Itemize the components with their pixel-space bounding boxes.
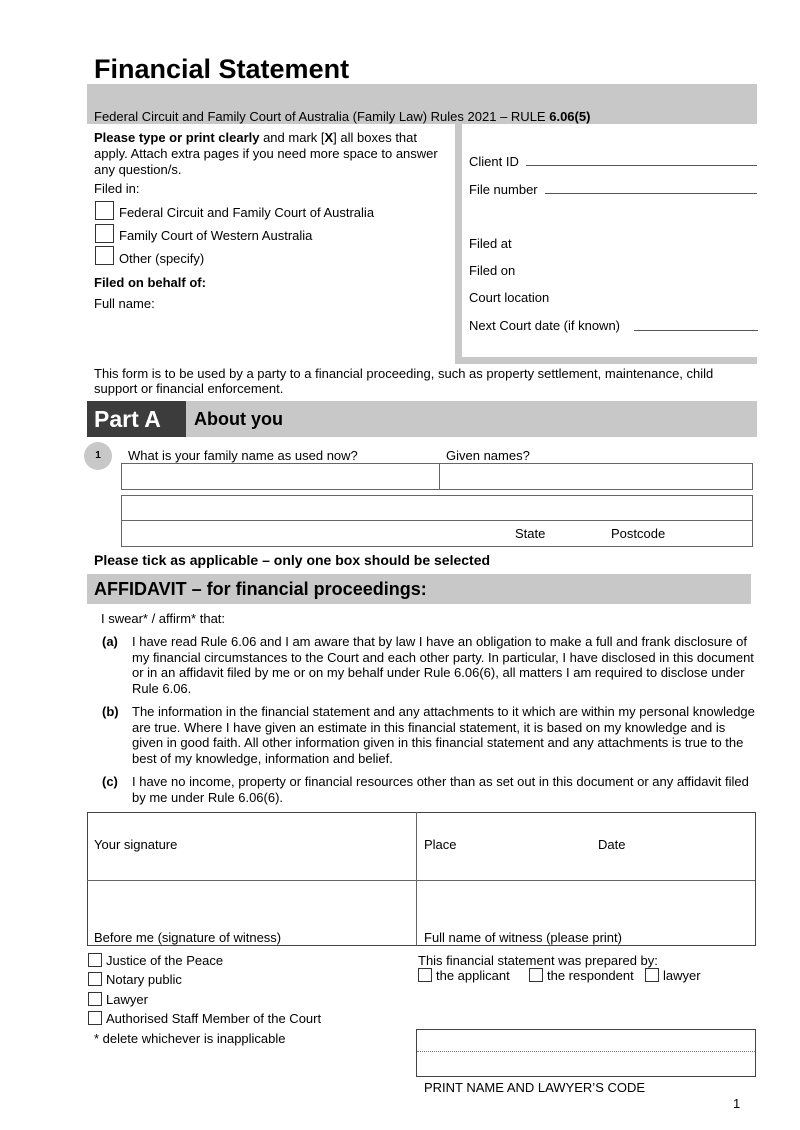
prepared-by-label: This financial statement was prepared by: bbox=[418, 953, 658, 968]
page-number: 1 bbox=[733, 1096, 741, 1111]
part-a-heading: About you bbox=[194, 409, 283, 429]
filed-in-label: Filed in: bbox=[94, 181, 140, 196]
witness-label-notary: Notary public bbox=[106, 972, 182, 987]
prepared-by-label-respondent: the respondent bbox=[547, 968, 634, 983]
item-b-label: (b) bbox=[102, 704, 119, 719]
office-box-bottom-border bbox=[455, 357, 757, 364]
filed-on-behalf-label: Filed on behalf of: bbox=[94, 275, 206, 290]
rule-number: 6.06(5) bbox=[549, 109, 591, 124]
rule-dash: – bbox=[500, 109, 508, 124]
witness-name-label: Full name of witness (please print) bbox=[424, 930, 622, 945]
place-label: Place bbox=[424, 837, 457, 852]
item-c-label: (c) bbox=[102, 774, 118, 789]
file-number-line[interactable] bbox=[545, 193, 757, 194]
court-location-label: Court location bbox=[469, 290, 550, 305]
print-name-label: PRINT NAME AND LAWYER’S CODE bbox=[424, 1080, 646, 1095]
family-name-label: What is your family name as used now? bbox=[128, 448, 358, 463]
given-names-input[interactable] bbox=[439, 463, 753, 490]
witness-label-staff: Authorised Staff Member of the Court bbox=[106, 1011, 322, 1026]
lawyer-name-dotted-divider bbox=[417, 1051, 755, 1052]
given-names-label: Given names? bbox=[446, 448, 530, 463]
item-b-text: The information in the financial statement and any attachments to it which are within my personal knowledge are true. Where I have given an estimate in this financial statement, it is based on my knowledge and is given in good faith. All other information given in this financial statement and any attachments is true to the best of my knowledge, information and belief. bbox=[132, 704, 755, 766]
prepared-by-label-applicant: the applicant bbox=[436, 968, 510, 983]
page-title: Financial Statement bbox=[94, 54, 350, 84]
address-input[interactable] bbox=[121, 495, 753, 522]
state-label: State bbox=[515, 526, 546, 541]
witness-checkbox-jp[interactable] bbox=[88, 953, 102, 967]
filed-at-label: Filed at bbox=[469, 236, 512, 251]
question-number: 1 bbox=[95, 450, 101, 461]
prepared-by-checkbox-respondent[interactable] bbox=[529, 968, 543, 982]
postcode-label: Postcode bbox=[611, 526, 666, 541]
client-id-label: Client ID bbox=[469, 154, 519, 169]
usage-note: This form is to be used by a party to a financial proceeding, such as property settlement, maintenance, child support or financial enforcement. bbox=[94, 366, 714, 396]
your-signature-field[interactable] bbox=[88, 813, 415, 879]
witness-checkbox-notary[interactable] bbox=[88, 972, 102, 986]
item-a-label: (a) bbox=[102, 634, 118, 649]
instruction-rest-1: and mark [ bbox=[259, 130, 325, 145]
court-checkbox-wa[interactable] bbox=[95, 224, 114, 243]
part-a-tag-text: Part A bbox=[94, 406, 161, 432]
family-name-input[interactable] bbox=[121, 463, 441, 490]
part-a-bar bbox=[87, 401, 757, 437]
date-label: Date bbox=[598, 837, 626, 852]
next-court-date-line[interactable] bbox=[634, 330, 758, 331]
next-court-date-label: Next Court date (if known) bbox=[469, 318, 621, 333]
lawyer-name-input[interactable] bbox=[416, 1029, 756, 1077]
before-me-label: Before me (signature of witness) bbox=[94, 930, 282, 945]
swear-text: I swear* / affirm* that: bbox=[101, 611, 226, 626]
rule-prefix: Federal Circuit and Family Court of Australia (Family Law) Rules 2021 bbox=[94, 109, 497, 124]
court-checkbox-other[interactable] bbox=[95, 246, 114, 265]
affidavit-heading: AFFIDAVIT – for financial proceedings: bbox=[94, 579, 427, 599]
full-name-label: Full name: bbox=[94, 296, 155, 311]
witness-checkbox-staff[interactable] bbox=[88, 1011, 102, 1025]
signature-table-row-divider bbox=[87, 880, 755, 881]
instruction-x: X bbox=[324, 130, 334, 145]
filed-on-label: Filed on bbox=[469, 263, 516, 278]
instruction-bold: Please type or print clearly bbox=[94, 130, 260, 145]
court-label-other: Other (specify) bbox=[119, 251, 205, 266]
witness-label-lawyer: Lawyer bbox=[106, 992, 148, 1007]
court-label-wa: Family Court of Western Australia bbox=[119, 228, 313, 243]
rule-reference bbox=[94, 109, 590, 125]
witness-checkbox-lawyer[interactable] bbox=[88, 992, 102, 1006]
delete-note: * delete whichever is inapplicable bbox=[94, 1031, 286, 1046]
prepared-by-label-lawyer: lawyer bbox=[663, 968, 701, 983]
item-c-text: I have no income, property or financial resources other than as set out in this document or any affidavit filed by me under Rule 6.06(6). bbox=[132, 774, 749, 805]
client-id-line[interactable] bbox=[526, 165, 757, 166]
office-box-left-border bbox=[455, 124, 462, 364]
item-a-text: I have read Rule 6.06 and I am aware that by law I have an obligation to make a full and frank disclosure of my financial circumstances to the Court and each other party. In particular, I have disclosed in this document or in an affidavit filed by me or on my behalf under Rule 6.06(6), all matters I am required to disclose under Rule 6.06. bbox=[132, 634, 754, 696]
court-checkbox-federal[interactable] bbox=[95, 201, 114, 220]
file-number-label: File number bbox=[469, 182, 538, 197]
your-signature-label: Your signature bbox=[94, 837, 178, 852]
signature-table-divider bbox=[416, 812, 417, 945]
rule-label: RULE bbox=[510, 109, 546, 124]
court-label-federal: Federal Circuit and Family Court of Australia bbox=[119, 205, 375, 220]
prepared-by-checkbox-lawyer[interactable] bbox=[645, 968, 659, 982]
instructions bbox=[94, 130, 454, 178]
tick-note: Please tick as applicable – only one box should be selected bbox=[94, 552, 491, 568]
instruction-rest-2: ] all boxes that apply. Attach extra pages if you need more space to answer any question/s. bbox=[94, 130, 438, 177]
witness-label-jp: Justice of the Peace bbox=[106, 953, 224, 968]
prepared-by-checkbox-applicant[interactable] bbox=[418, 968, 432, 982]
